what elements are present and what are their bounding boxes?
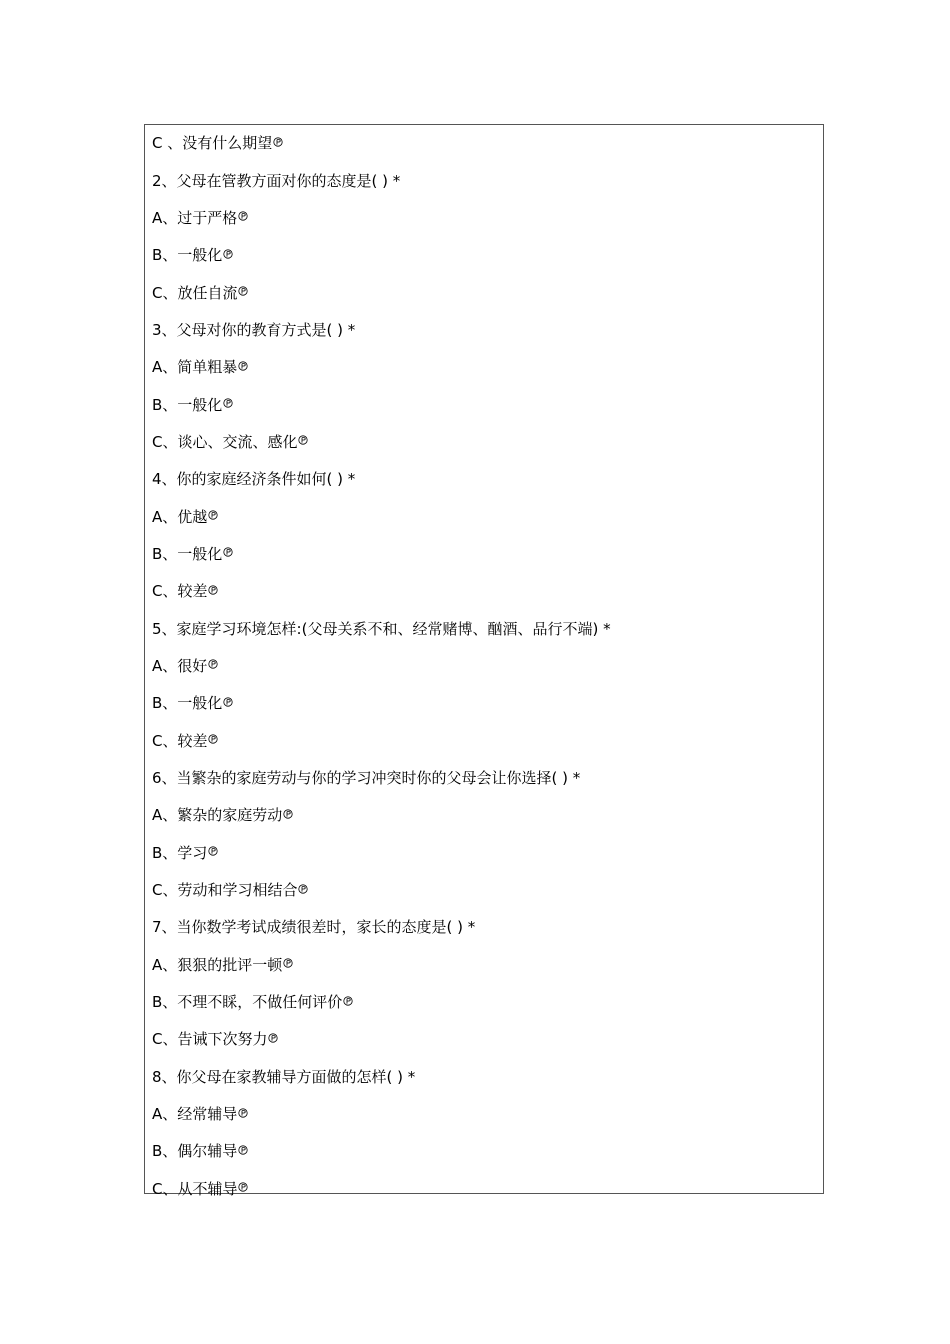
question-line	[152, 908, 812, 945]
answer-option	[152, 385, 812, 422]
line-text: A、狠狠的批评一顿	[152, 955, 283, 974]
question-line	[152, 759, 812, 796]
answer-option	[152, 348, 812, 385]
paragraph-mark-icon	[208, 734, 218, 744]
line-text: C、较差	[152, 582, 208, 601]
answer-option	[152, 1170, 812, 1207]
line-text: A、优越	[152, 507, 208, 526]
question-line	[152, 460, 812, 497]
line-text: 4、你的家庭经济条件如何( ) *	[152, 470, 356, 489]
line-text: C、劳动和学习相结合	[152, 881, 298, 900]
line-text: A、简单粗暴	[152, 358, 238, 377]
paragraph-mark-icon	[298, 884, 308, 894]
line-text: A、经常辅导	[152, 1105, 238, 1124]
paragraph-mark-icon	[268, 1033, 278, 1043]
answer-option	[152, 834, 812, 871]
paragraph-mark-icon	[238, 286, 248, 296]
line-text: C 、没有什么期望	[152, 134, 273, 153]
answer-option	[152, 199, 812, 236]
paragraph-mark-icon	[238, 1108, 248, 1118]
paragraph-mark-icon	[223, 249, 233, 259]
line-text: C、谈心、交流、感化	[152, 432, 298, 451]
answer-option	[152, 871, 812, 908]
line-text: C、较差	[152, 731, 208, 750]
line-text: A、繁杂的家庭劳动	[152, 806, 283, 825]
paragraph-mark-icon	[208, 510, 218, 520]
question-list	[152, 124, 812, 1207]
line-text: B、不理不睬，不做任何评价	[152, 993, 343, 1012]
answer-option	[152, 684, 812, 721]
line-text: C、从不辅导	[152, 1179, 238, 1198]
paragraph-mark-icon	[273, 137, 283, 147]
paragraph-mark-icon	[208, 585, 218, 595]
paragraph-mark-icon	[223, 697, 233, 707]
line-text: 3、父母对你的教育方式是( ) *	[152, 320, 356, 339]
line-text: A、过于严格	[152, 208, 238, 227]
answer-option	[152, 1020, 812, 1057]
paragraph-mark-icon	[238, 211, 248, 221]
question-line	[152, 1058, 812, 1095]
answer-option	[152, 722, 812, 759]
line-text: 2、父母在管教方面对你的态度是( ) *	[152, 171, 401, 190]
paragraph-mark-icon	[223, 398, 233, 408]
line-text: C、告诫下次努力	[152, 1030, 268, 1049]
line-text: A、很好	[152, 656, 208, 675]
line-text: 5、家庭学习环境怎样:(父母关系不和、经常赌博、酗酒、品行不端) *	[152, 619, 611, 638]
question-line	[152, 311, 812, 348]
line-text: B、一般化	[152, 395, 223, 414]
paragraph-mark-icon	[298, 435, 308, 445]
paragraph-mark-icon	[238, 361, 248, 371]
answer-option	[152, 124, 812, 161]
paragraph-mark-icon	[208, 659, 218, 669]
line-text: B、一般化	[152, 544, 223, 563]
answer-option	[152, 273, 812, 310]
answer-option	[152, 497, 812, 534]
answer-option	[152, 647, 812, 684]
line-text: B、学习	[152, 843, 208, 862]
answer-option	[152, 535, 812, 572]
paragraph-mark-icon	[343, 996, 353, 1006]
paragraph-mark-icon	[283, 809, 293, 819]
paragraph-mark-icon	[238, 1182, 248, 1192]
paragraph-mark-icon	[223, 547, 233, 557]
line-text: B、偶尔辅导	[152, 1142, 238, 1161]
question-line	[152, 161, 812, 198]
answer-option	[152, 1132, 812, 1169]
answer-option	[152, 236, 812, 273]
line-text: B、一般化	[152, 246, 223, 265]
line-text: B、一般化	[152, 694, 223, 713]
paragraph-mark-icon	[283, 958, 293, 968]
line-text: 8、你父母在家教辅导方面做的怎样( ) *	[152, 1067, 416, 1086]
answer-option	[152, 796, 812, 833]
answer-option	[152, 983, 812, 1020]
line-text: 7、当你数学考试成绩很差时，家长的态度是( ) *	[152, 918, 476, 937]
paragraph-mark-icon	[238, 1145, 248, 1155]
paragraph-mark-icon	[208, 846, 218, 856]
line-text: 6、当繁杂的家庭劳动与你的学习冲突时你的父母会让你选择( ) *	[152, 769, 581, 788]
question-line	[152, 609, 812, 646]
answer-option	[152, 572, 812, 609]
answer-option	[152, 423, 812, 460]
answer-option	[152, 1095, 812, 1132]
line-text: C、放任自流	[152, 283, 238, 302]
answer-option	[152, 946, 812, 983]
